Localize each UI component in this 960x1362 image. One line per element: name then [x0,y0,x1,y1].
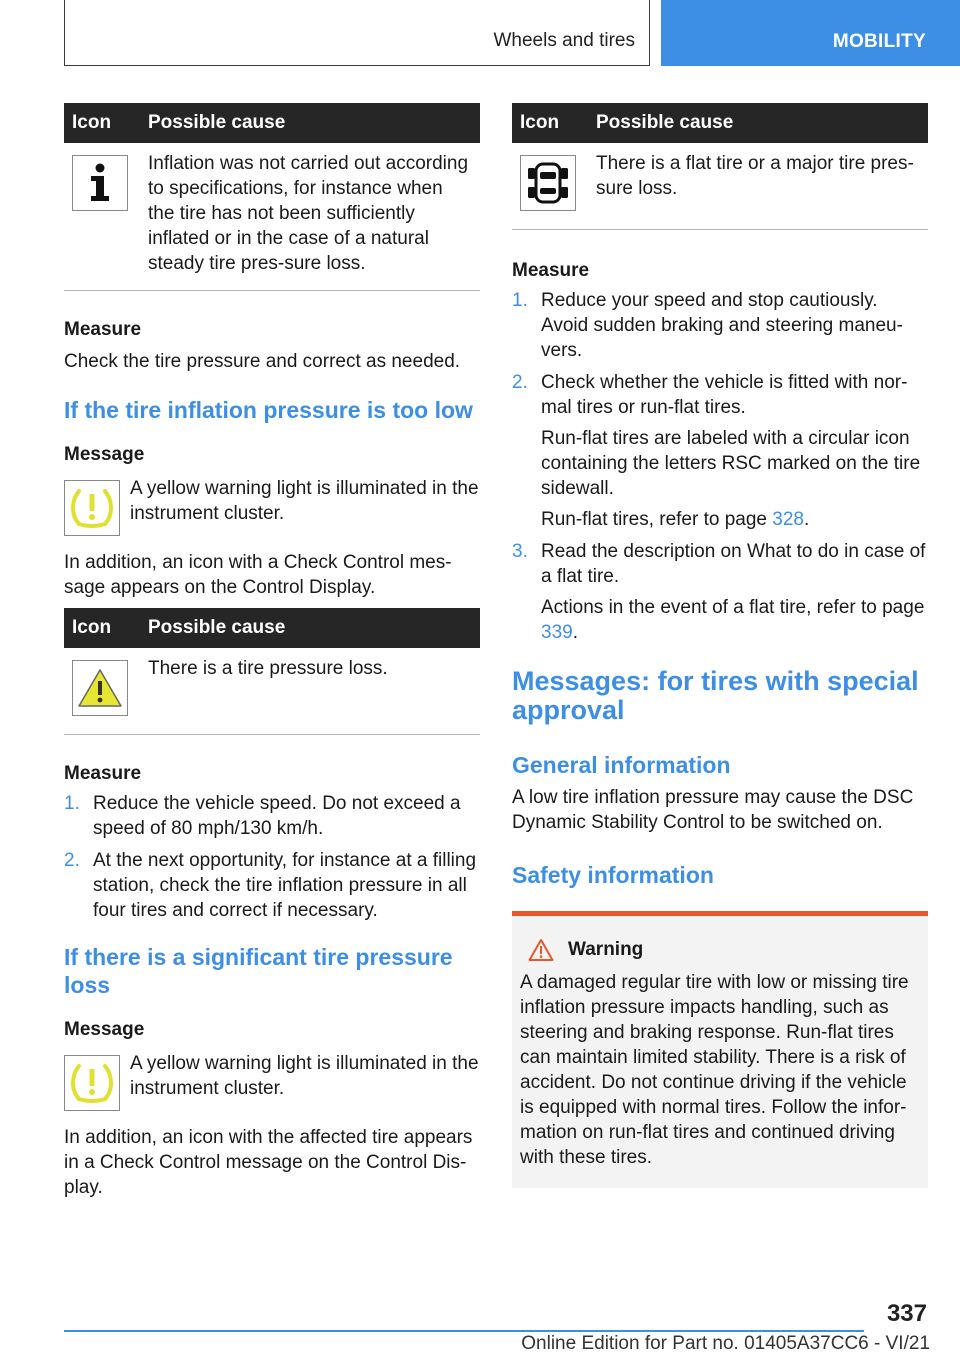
measure-steps [64,791,480,923]
measure-heading: Measure [64,763,142,784]
table-row [64,648,480,735]
list-item: 2. At the next opportunity, for instance at a filling station, check the tire inflation pressure in all four tires and correct if necessary. [64,850,477,921]
table-header-icon: Icon [64,103,140,143]
heading-safety-information: Safety information [512,862,714,888]
warning-icon [528,938,554,962]
tire-pressure-warning-icon [64,480,120,536]
tire-pressure-warning-icon [64,1055,120,1111]
message-text: A yellow warning light is illuminated in the instrument cluster. [130,478,479,524]
list-item: 2. Check whether the vehicle is fitted with nor-mal tires or run-flat tires. Run-flat tires are labeled with a circular icon containing the letters RSC marked on the tire sidewall. Run-flat tires, refer to page 328. [512,372,921,530]
page-number: 337 [886,1300,927,1327]
table-row [512,143,928,230]
warning-box [512,911,928,1188]
cause-table-flat-tire [512,103,928,230]
heading-general-information: General information [512,752,731,778]
header-section-title: Wheels and tires [493,30,635,51]
footer-edition: Online Edition for Part no. 01405A37CC6 - VI/21 [521,1333,930,1354]
cause-table-warning [64,608,480,735]
page-link-328[interactable]: 328 [772,509,804,530]
message-extra-text: In addition, an icon with the affected tire appears in a Check Control message on the Control Dis-play. [64,1127,473,1198]
table-header-icon: Icon [512,103,588,143]
car-tire-icon [520,155,576,211]
header-tab-label: MOBILITY [832,31,926,52]
message-text: A yellow warning light is illuminated in the instrument cluster. [130,1053,479,1099]
measure-steps [512,288,928,645]
warning-triangle-icon [72,660,128,716]
measure-text: Check the tire pressure and correct as needed. [64,351,461,372]
message-extra-text: In addition, an icon with a Check Control mes-sage appears on the Control Display. [64,552,452,598]
message-heading: Message [64,444,145,465]
cause-text: There is a flat tire or a major tire pres-sure loss. [588,143,928,230]
cause-text: There is a tire pressure loss. [140,648,480,735]
heading-special-approval: Messages: for tires with special approval [512,666,919,725]
heading-significant-loss: If there is a significant tire pressure loss [64,944,453,998]
header-tab [661,0,960,66]
info-icon [72,155,128,211]
list-item: 1. Reduce your speed and stop cautiously. Avoid sudden braking and steering maneu-vers. [512,290,903,361]
cause-text: Inflation was not carried out according to specifications, for instance when the tire has not been sufficiently inflated or in the case of a natural steady tire pres-sure loss. [140,143,480,291]
measure-heading: Measure [512,260,590,281]
left-column [64,103,480,1200]
message-heading: Message [64,1019,145,1040]
warning-title: Warning [568,939,644,960]
page-link-339[interactable]: 339 [541,622,573,643]
list-item: 3. Read the description on What to do in case of a flat tire. Actions in the event of a flat tire, refer to page 339. [512,541,926,643]
header-section-box [64,0,650,66]
general-text: A low tire inflation pressure may cause the DSC Dynamic Stability Control to be switched on. [512,787,914,833]
list-item: 1. Reduce the vehicle speed. Do not exceed a speed of 80 mph/130 km/h. [64,793,461,839]
heading-pressure-too-low: If the tire inflation pressure is too low [64,397,473,423]
measure-heading: Measure [64,319,142,340]
table-header-cause: Possible cause [588,103,928,143]
warning-text: A damaged regular tire with low or missing tire inflation pressure impacts handling, such as steering and braking response. Run-flat tires can maintain limited stability. There is a risk of accident. Do not continue driving if the vehicle is equipped with normal tires. Follow the infor-mation on run-flat tires and continued driving with these tires. [520,972,909,1168]
footer-divider [64,1330,864,1332]
table-header-cause: Possible cause [140,103,480,143]
cause-table-info [64,103,480,291]
table-row [64,143,480,291]
right-column [512,103,928,1188]
table-header-cause: Possible cause [140,608,480,648]
table-header-icon: Icon [64,608,140,648]
